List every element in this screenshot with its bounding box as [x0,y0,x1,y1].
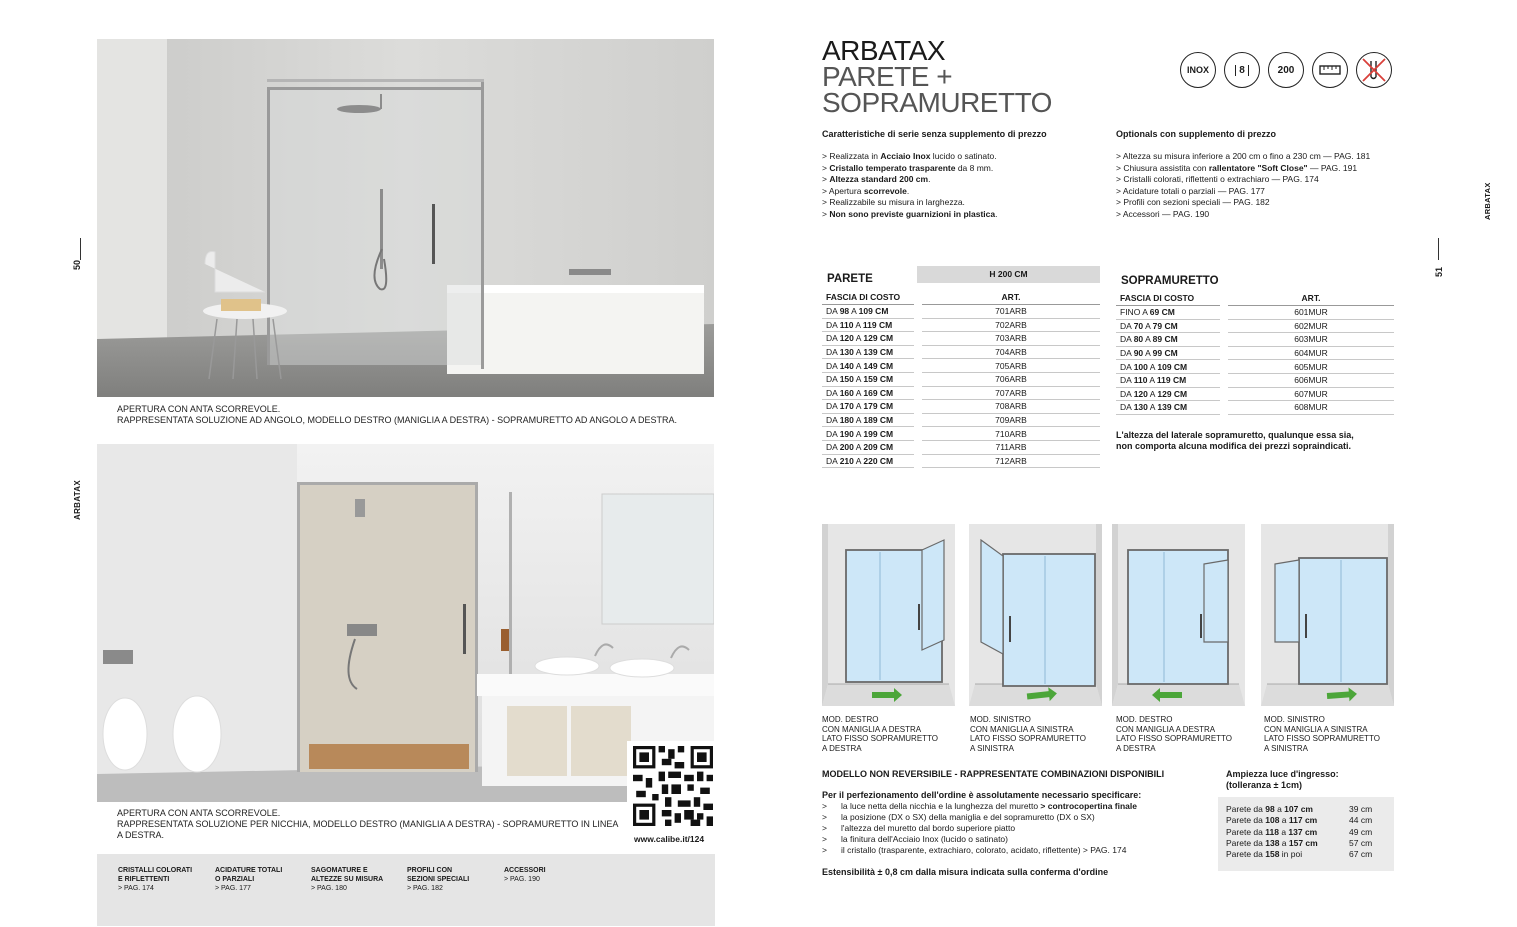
standard-features-list [822,151,1102,220]
article-code-cell: 703ARB [922,332,1100,346]
footer-item-title: ALTEZZE SU MISURA [311,876,384,883]
feature-icons [1180,52,1392,88]
diagram-right-model-2 [1112,524,1245,706]
diagram-caption-line: LATO FISSO SOPRAMURETTO [970,734,1087,744]
article-code-cell: 710ARB [922,427,1100,441]
diagram-caption [970,715,1086,753]
footer-item-title: ACCESSORI [504,867,546,874]
amplitude-row [1226,827,1372,838]
amplitude-row [1226,804,1372,815]
col-gap [1220,387,1228,401]
amplitude-box [1218,797,1394,871]
diagram-caption-line: MOD. DESTRO [822,715,879,724]
table-header-row [822,290,1100,305]
article-code-cell: 705ARB [922,359,1100,373]
col-gap [914,413,922,427]
cost-range-cell: DA 130 A 139 CM [822,345,914,359]
footer-item-title: CRISTALLI COLORATI [118,867,193,874]
page-number-left: 50 [72,259,82,270]
article-code-cell: 605MUR [1228,360,1394,374]
article-code-cell: 604MUR [1228,346,1394,360]
footer-item-page: > PAG. 177 [215,885,251,892]
diagram-caption [1116,715,1232,753]
list-item [822,834,1212,845]
footer-item-title: ACIDATURE TOTALI [215,867,283,874]
cost-range-cell: DA 200 A 209 CM [822,440,914,454]
table-row [822,332,1100,346]
title-line: ARBATAX [822,35,946,66]
footer-item-title: SEZIONI SPECIALI [407,876,470,883]
title-line: SOPRAMURETTO [822,87,1052,118]
standard-features-heading: Caratteristiche di serie senza supplemento di prezzo [822,129,1047,139]
cost-range-cell: DA 210 A 220 CM [822,454,914,468]
amplitude-value: 67 cm [1349,849,1373,860]
order-list [822,801,1212,856]
photo-corner-shower [97,39,714,397]
item-text: > Apertura [822,185,864,196]
item-text: > Acidature totali o parziali — PAG. 177 [1116,185,1265,196]
cost-range-cell: DA 90 A 99 CM [1116,346,1220,360]
amplitude-range: Parete da 138 a 157 cm [1226,837,1318,848]
photo2-caption [117,808,622,841]
diagram-caption-line: MOD. DESTRO [1116,715,1173,724]
item-text: > Profili con sezioni speciali — PAG. 182 [1116,197,1270,207]
col-gap [1220,373,1228,387]
diagram-caption-line: CON MANIGLIA A SINISTRA [970,724,1074,734]
optional-features-heading: Optionals con supplemento di prezzo [1116,129,1277,139]
standard-features [822,129,1102,220]
order-requirements [822,790,1212,856]
footer-item-etching[interactable] [215,866,282,893]
list-item [822,163,1102,175]
col-gap [1220,346,1228,360]
diagram-caption-line: A SINISTRA [1264,743,1309,753]
cost-range-cell: FINO A 69 CM [1116,306,1220,320]
table-header-row [1116,291,1394,306]
col-gap [914,386,922,400]
icon-label: 8 [1235,65,1249,76]
page-title [822,35,1052,118]
extensibility-note: Estensibilità ± 0,8 cm dalla misura indicata sulla conferma d'ordine [822,867,1109,877]
article-code-cell: 707ARB [922,386,1100,400]
diagram-caption-line: CON MANIGLIA A DESTRA [822,724,922,734]
list-item [1116,163,1416,175]
amplitude-range: Parete da 118 a 137 cm [1226,826,1318,837]
col-gap [1220,291,1228,306]
item-text: > [822,162,830,173]
height-badge: H 200 CM [917,266,1100,283]
table-row [1116,306,1394,320]
cost-range-cell: DA 70 A 79 CM [1116,319,1220,333]
item-text: la luce netta della nicchia e la lunghezza del muretto [841,801,1041,811]
article-code-cell: 712ARB [922,454,1100,468]
table-row [822,427,1100,441]
table-row [1116,373,1394,387]
table-row [822,359,1100,373]
inox-icon [1180,52,1216,88]
col-gap [914,454,922,468]
glass-thickness-icon [1224,52,1260,88]
list-item [822,801,1212,812]
article-code-cell: 708ARB [922,400,1100,414]
sopramuretto-table-title: SOPRAMURETTO [1121,275,1219,287]
table-row [822,440,1100,454]
cost-range-cell: DA 110 A 119 CM [822,318,914,332]
qr-url-link[interactable]: www.calibe.it/124 [634,834,705,844]
amplitude-heading-line: (tolleranza ± 1cm) [1226,780,1302,790]
article-code-cell: 607MUR [1228,387,1394,401]
amplitude-heading-line: Ampiezza luce d'ingresso: [1226,769,1339,779]
list-item [822,812,1212,823]
diagram-caption-line: LATO FISSO SOPRAMURETTO [1116,734,1233,744]
item-text: la finitura dell'Acciaio Inox (lucido o satinato) [841,834,1008,844]
options-footer-band [97,854,715,926]
cost-range-cell: DA 120 A 129 CM [822,332,914,346]
optional-features-list [1116,151,1416,220]
article-code-cell: 704ARB [922,345,1100,359]
photo-niche-shower [97,444,714,802]
col-gap [914,305,922,319]
list-item [822,186,1102,198]
article-code-cell: 709ARB [922,413,1100,427]
footer-item-accessories[interactable] [504,866,546,884]
caption-line: RAPPRESENTATA SOLUZIONE PER NICCHIA, MODELLO DESTRO (MANIGLIA A DESTRA) - SOPRAMURETTO IN LINEA [117,819,619,829]
item-bold: > controcopertina finale [1040,801,1137,811]
amplitude-value: 39 cm [1349,804,1373,814]
table-row [822,386,1100,400]
cost-range-cell: DA 180 A 189 CM [822,413,914,427]
table-row [822,345,1100,359]
list-item [822,209,1102,221]
item-bold: Cristallo temperato trasparente [829,162,956,173]
item-text: > Chiusura assistita con [1116,162,1209,173]
col-gap [1220,319,1228,333]
item-text: . [995,208,998,219]
amplitude-row [1226,849,1372,860]
footer-item-title: SAGOMATURE E [311,867,368,874]
diagram-left-model-1 [969,524,1102,706]
cost-range-cell: DA 120 A 129 CM [1116,387,1220,401]
side-label-right: ARBATAX [1483,182,1492,220]
caption-line: APERTURA CON ANTA SCORREVOLE. [117,404,281,414]
table-row [822,305,1100,319]
article-code-cell: 603MUR [1228,333,1394,347]
footer-item-title: PROFILI CON [407,867,453,874]
list-item [1116,151,1416,163]
table-row [1116,401,1394,415]
caption-line: RAPPRESENTATA SOLUZIONE AD ANGOLO, MODELLO DESTRO (MANIGLIA A DESTRA) - SOPRAMURETTO AD ANGOLO A DESTRA. [117,415,677,425]
list-item [1116,174,1416,186]
list-item [822,823,1212,834]
order-heading: Per il perfezionamento dell'ordine è assolutamente necessario specificare: [822,790,1142,800]
item-text: > Realizzabile su misura in larghezza. [822,197,965,207]
item-bold: rallentatore "Soft Close" [1208,162,1308,173]
footer-item-page: > PAG. 190 [504,876,540,883]
col-header: FASCIA DI COSTO [1116,291,1220,306]
item-text: . [928,174,931,184]
col-gap [914,372,922,386]
amplitude-heading [1226,769,1339,791]
cost-range-cell: DA 100 A 109 CM [1116,360,1220,374]
list-item [822,151,1102,163]
cost-range-cell: DA 98 A 109 CM [822,305,914,319]
table-row [1116,346,1394,360]
table-row [822,400,1100,414]
item-text: > Cristalli colorati, riflettenti o extrachiaro — PAG. 174 [1116,174,1319,184]
qr-code-icon[interactable] [633,746,713,826]
item-text: > Realizzata in [822,151,881,161]
height-icon [1268,52,1304,88]
list-item [822,845,1212,856]
table-row [822,413,1100,427]
icon-label: INOX [1186,65,1209,75]
footer-item-shaping[interactable] [311,866,383,893]
cost-range-cell: DA 160 A 169 CM [822,386,914,400]
diagram-caption-line: MOD. SINISTRO [970,715,1031,724]
article-code-cell: 602MUR [1228,319,1394,333]
item-text: . [906,185,910,196]
side-label-left: ARBATAX [73,479,82,520]
cost-range-cell: DA 150 A 159 CM [822,372,914,386]
list-item [822,174,1102,186]
diagram-caption-line: LATO FISSO SOPRAMURETTO [822,734,939,744]
page-number-rule [1438,238,1439,260]
amplitude-value: 44 cm [1349,815,1373,826]
item-text: l'altezza del muretto dal bordo superiore piatto [841,823,1016,833]
item-text: da 8 mm. [955,162,994,173]
caption-line: A DESTRA. [117,830,165,840]
col-gap [914,318,922,332]
table-row [1116,333,1394,347]
non-reversible-heading: MODELLO NON REVERSIBILE - RAPPRESENTATE COMBINAZIONI DISPONIBILI [822,769,1165,779]
col-gap [1220,360,1228,374]
item-text: il cristallo (trasparente, extrachiaro, colorato, acidato, riflettente) > PAG. 174 [841,845,1127,855]
col-gap [914,332,922,346]
item-text: > [822,208,830,219]
no-gasket-icon [1356,52,1392,88]
item-bold: Non sono previste guarnizioni in plastica [829,208,996,219]
diagram-right-model-1 [822,524,955,706]
sopramuretto-note [1116,430,1354,452]
diagram-left-model-2 [1261,524,1394,706]
list-item [1116,186,1416,198]
table-row [1116,360,1394,374]
cost-range-cell: DA 170 A 179 CM [822,400,914,414]
col-gap [914,359,922,373]
col-gap [914,290,922,305]
diagram-caption-line: CON MANIGLIA A DESTRA [1116,724,1216,734]
col-gap [914,400,922,414]
table-row [822,372,1100,386]
diagram-caption [1264,715,1380,753]
diagram-caption-line: A DESTRA [1116,743,1156,753]
page-number-right: 51 [1434,266,1444,277]
parete-table [822,290,1100,468]
footer-item-page: > PAG. 182 [407,885,443,892]
col-header: FASCIA DI COSTO [822,290,914,305]
amplitude-range: Parete da 158 in poi [1226,849,1303,860]
table-row [1116,319,1394,333]
amplitude-range: Parete da 108 a 117 cm [1226,815,1318,826]
amplitude-row [1226,838,1372,849]
footer-item-coloured-glass[interactable] [118,866,192,893]
qr-code-panel[interactable] [627,741,715,848]
article-code-cell: 702ARB [922,318,1100,332]
page-number-rule [80,238,81,260]
col-gap [1220,401,1228,415]
col-header: ART. [922,290,1100,305]
item-text: — PAG. 191 [1307,162,1358,173]
item-text: la posizione (DX o SX) della maniglia e del sopramuretto (DX o SX) [841,812,1095,822]
article-code-cell: 701ARB [922,305,1100,319]
list-item [1116,197,1416,209]
photo1-caption [117,404,717,426]
diagram-caption-line: MOD. SINISTRO [1264,715,1325,724]
col-gap [914,440,922,454]
footer-item-title: E RIFLETTENTI [118,876,170,883]
item-bold: Acciaio Inox [880,151,931,161]
optional-features [1116,129,1416,220]
cost-range-cell: DA 130 A 139 CM [1116,401,1220,415]
list-item [822,197,1102,209]
col-gap [1220,306,1228,320]
item-text: lucido o satinato. [930,151,997,161]
col-gap [914,427,922,441]
note-line: non comporta alcuna modifica dei prezzi sopraindicati. [1116,441,1352,451]
amplitude-row [1226,815,1372,826]
cost-range-cell: DA 110 A 119 CM [1116,373,1220,387]
diagram-caption-line: A SINISTRA [970,743,1015,753]
list-item [1116,209,1416,221]
article-code-cell: 711ARB [922,440,1100,454]
item-text: > Accessori — PAG. 190 [1116,208,1210,219]
cost-range-cell: DA 190 A 199 CM [822,427,914,441]
amplitude-rows [1226,804,1372,860]
diagram-caption-line: CON MANIGLIA A SINISTRA [1264,724,1368,734]
parete-table-title: PARETE [827,273,873,285]
col-header: ART. [1228,291,1394,306]
item-bold: scorrevole [863,185,907,196]
diagram-caption [822,715,938,753]
amplitude-value: 49 cm [1349,826,1373,837]
caption-line: APERTURA CON ANTA SCORREVOLE. [117,808,281,818]
article-code-cell: 601MUR [1228,306,1394,320]
col-gap [1220,333,1228,347]
item-bold: Altezza standard 200 cm [829,174,929,184]
article-code-cell: 608MUR [1228,401,1394,415]
article-code-cell: 706ARB [922,372,1100,386]
footer-item-profiles[interactable] [407,866,469,893]
table-row [822,454,1100,468]
cost-range-cell: DA 80 A 89 CM [1116,333,1220,347]
icon-label: 200 [1277,64,1295,76]
article-code-cell: 606MUR [1228,373,1394,387]
cost-range-cell: DA 140 A 149 CM [822,359,914,373]
footer-item-page: > PAG. 174 [118,885,154,892]
amplitude-value: 57 cm [1349,837,1373,848]
custom-size-icon [1312,52,1348,88]
title-line: PARETE + [822,61,953,92]
amplitude-range: Parete da 98 a 107 cm [1226,804,1313,814]
col-gap [914,345,922,359]
table-row [1116,387,1394,401]
table-row [822,318,1100,332]
footer-item-title: O PARZIALI [215,876,255,883]
note-line: L'altezza del laterale sopramuretto, qualunque essa sia, [1116,430,1354,440]
item-text: > Altezza su misura inferiore a 200 cm o fino a 230 cm — PAG. 181 [1116,151,1371,161]
sopramuretto-table [1116,291,1394,415]
footer-item-page: > PAG. 180 [311,885,347,892]
diagram-caption-line: A DESTRA [822,743,862,753]
diagram-caption-line: LATO FISSO SOPRAMURETTO [1264,734,1381,744]
item-text: > [822,174,830,184]
